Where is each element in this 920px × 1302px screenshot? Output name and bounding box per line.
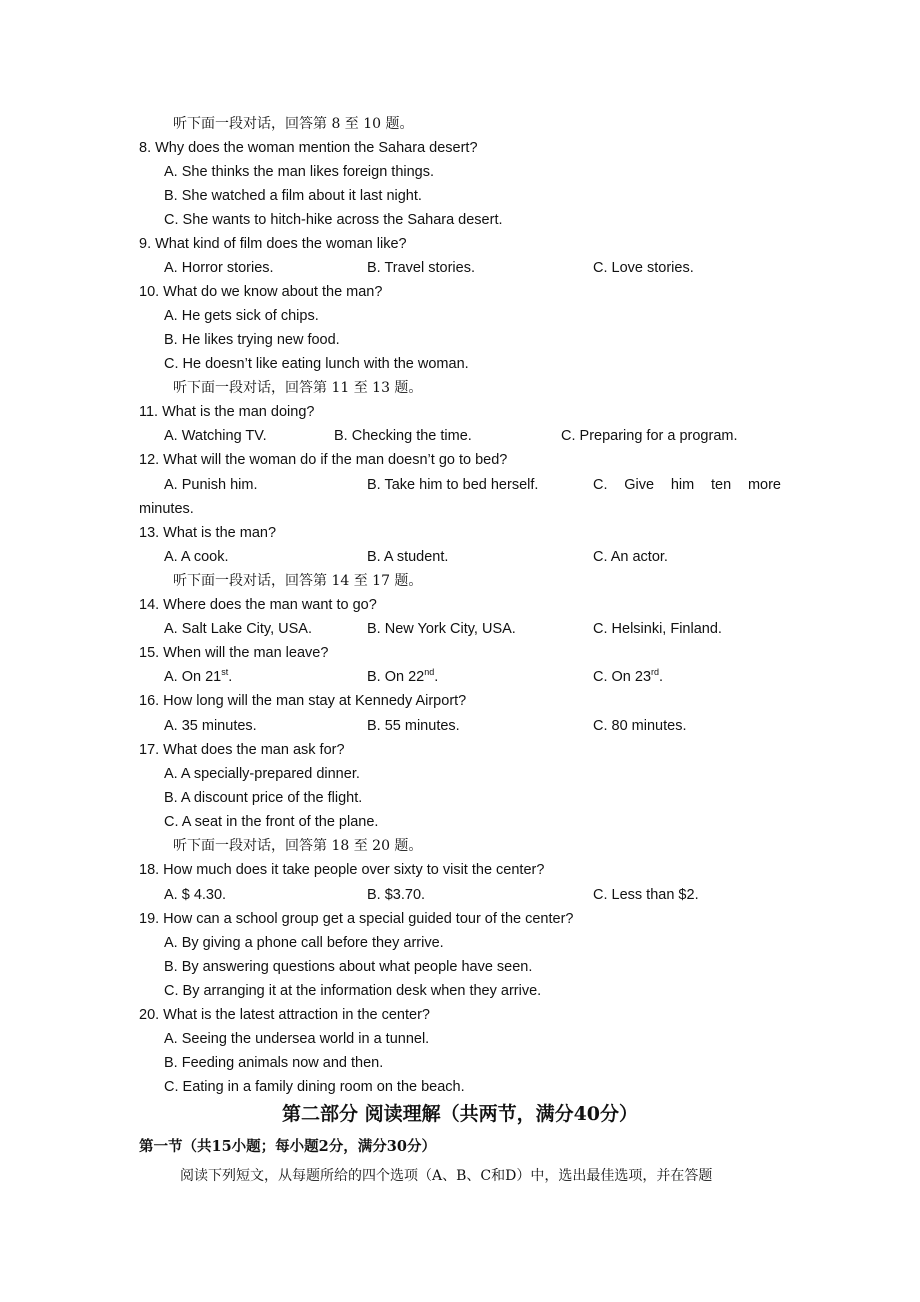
q15-option-c: C. On 23rd. (593, 667, 664, 685)
reading-directions: 阅读下列短文，从每题所给的四个选项（A、B、C和D）中，选出最佳选项，并在答题 (180, 1168, 713, 1184)
q12-option-c-word: Give (624, 477, 655, 493)
q12-option-c-word: more (747, 477, 781, 493)
q17-option-c: C. A seat in the front of the plane. (164, 814, 379, 830)
q13-option-b: B. A student. (367, 549, 449, 565)
q17-option-a: A. A specially-prepared dinner. (164, 766, 360, 782)
question-12: 12. What will the woman do if the man doesn’t go to bed? (139, 452, 508, 468)
q11-option-a: A. Watching TV. (164, 428, 267, 444)
instruction-q11-13: 听下面一段对话，回答第 11 至 13 题。 (173, 380, 423, 396)
q20-option-c: C. Eating in a family dining room on the beach. (164, 1079, 465, 1095)
section1-heading: 第一节（共15小题；每小题2分，满分30分） (139, 1138, 436, 1155)
q10-option-b: B. He likes trying new food. (164, 332, 340, 348)
q10-option-a: A. He gets sick of chips. (164, 308, 319, 324)
q11-option-b: B. Checking the time. (334, 428, 472, 444)
question-13: 13. What is the man? (139, 525, 277, 541)
question-20: 20. What is the latest attraction in the center? (139, 1007, 430, 1023)
question-14: 14. Where does the man want to go? (139, 597, 377, 613)
q14-option-a: A. Salt Lake City, USA. (164, 621, 313, 637)
q12-option-a: A. Punish him. (164, 477, 258, 493)
q15-option-a: A. On 21st. (164, 667, 233, 685)
q19-option-c: C. By arranging it at the information desk when they arrive. (164, 983, 542, 999)
instruction-q8-10: 听下面一段对话，回答第 8 至 10 题。 (173, 116, 414, 132)
q18-option-a: A. $ 4.30. (164, 887, 227, 903)
question-18: 18. How much does it take people over sixty to visit the center? (139, 862, 545, 878)
q14-option-c: C. Helsinki, Finland. (593, 621, 722, 637)
q10-option-c: C. He doesn’t like eating lunch with the woman. (164, 356, 469, 372)
q19-option-a: A. By giving a phone call before they arrive. (164, 935, 444, 951)
q13-option-a: A. A cook. (164, 549, 229, 565)
question-17: 17. What does the man ask for? (139, 742, 345, 758)
instruction-q18-20: 听下面一段对话，回答第 18 至 20 题。 (173, 838, 423, 854)
question-10: 10. What do we know about the man? (139, 284, 383, 300)
q11-option-c: C. Preparing for a program. (561, 428, 738, 444)
q18-option-c: C. Less than $2. (593, 887, 699, 903)
q8-option-b: B. She watched a film about it last night. (164, 188, 422, 204)
q12-option-c-word: him (670, 477, 695, 493)
q16-option-c: C. 80 minutes. (593, 718, 687, 734)
q12-option-c-continuation: minutes. (139, 501, 194, 517)
q15-option-b: B. On 22nd. (367, 667, 439, 685)
question-8: 8. Why does the woman mention the Sahara desert? (139, 140, 478, 156)
q9-option-a: A. Horror stories. (164, 260, 274, 276)
q18-option-b: B. $3.70. (367, 887, 426, 903)
q8-option-c: C. She wants to hitch-hike across the Sahara desert. (164, 212, 503, 228)
q12-option-c (593, 475, 781, 495)
q16-option-a: A. 35 minutes. (164, 718, 257, 734)
part2-title: 第二部分 阅读理解（共两节，满分40分） (281, 1103, 639, 1125)
q8-option-a: A. She thinks the man likes foreign things. (164, 164, 435, 180)
q9-option-b: B. Travel stories. (367, 260, 475, 276)
question-16: 16. How long will the man stay at Kennedy Airport? (139, 693, 467, 709)
q16-option-b: B. 55 minutes. (367, 718, 460, 734)
instruction-q14-17: 听下面一段对话，回答第 14 至 17 题。 (173, 573, 423, 589)
question-11: 11. What is the man doing? (139, 404, 315, 420)
question-15: 15. When will the man leave? (139, 645, 329, 661)
q12-option-c-word: ten (711, 477, 732, 493)
q17-option-b: B. A discount price of the flight. (164, 790, 363, 806)
q13-option-c: C. An actor. (593, 549, 668, 565)
q20-option-b: B. Feeding animals now and then. (164, 1055, 384, 1071)
question-9: 9. What kind of film does the woman like? (139, 236, 407, 252)
q9-option-c: C. Love stories. (593, 260, 694, 276)
question-19: 19. How can a school group get a special guided tour of the center? (139, 911, 574, 927)
q12-option-c-word: C. (593, 477, 608, 493)
q20-option-a: A. Seeing the undersea world in a tunnel. (164, 1031, 430, 1047)
q19-option-b: B. By answering questions about what people have seen. (164, 959, 533, 975)
q12-option-b: B. Take him to bed herself. (367, 477, 539, 493)
q14-option-b: B. New York City, USA. (367, 621, 516, 637)
